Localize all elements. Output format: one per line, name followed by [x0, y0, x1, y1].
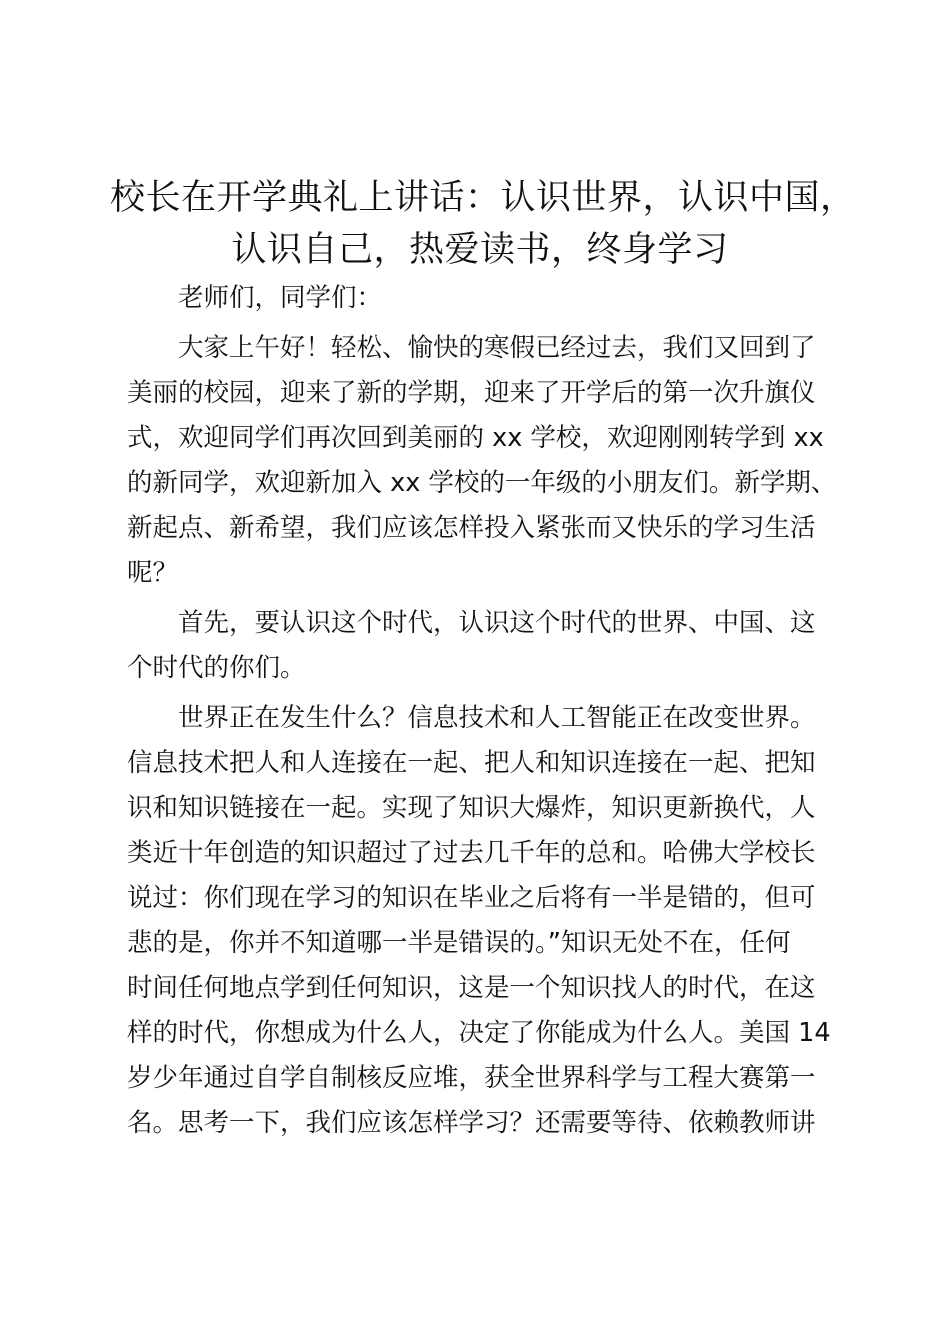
text-line: 悲的是，你并不知道哪一半是错误的。”知识无处不在，任何	[127, 928, 791, 958]
text-line: 识和知识链接在一起。实现了知识大爆炸，知识更新换代，人	[127, 793, 816, 823]
text-line: 信息技术把人和人连接在一起、把人和知识连接在一起、把知	[127, 748, 816, 778]
text-line: 时间任何地点学到任何知识，这是一个知识找人的时代，在这	[127, 973, 816, 1003]
greeting-paragraph	[127, 326, 835, 596]
text-line: 新起点、新希望，我们应该怎样投入紧张而又快乐的学习生活	[127, 513, 816, 543]
text-line: 类近十年创造的知识超过了过去几千年的总和。哈佛大学校长	[127, 838, 816, 868]
title-line: 校长在开学典礼上讲话：认识世界，认识中国，	[110, 178, 856, 218]
text-line: 首先，要认识这个时代，认识这个时代的世界、中国、这	[178, 608, 816, 638]
world-paragraph	[127, 696, 835, 1146]
text-line: 岁少年通过自学自制核反应堆，获全世界科学与工程大赛第一	[127, 1063, 816, 1093]
document-body	[127, 276, 835, 1151]
text-line: 式，欢迎同学们再次回到美丽的 xx 学校，欢迎刚刚转学到 xx	[127, 423, 824, 453]
text-line: 说过：你们现在学习的知识在毕业之后将有一半是错的，但可	[127, 883, 816, 913]
text-line: 世界正在发生什么？信息技术和人工智能正在改变世界。	[178, 703, 816, 733]
salutation-paragraph	[127, 276, 835, 321]
text-line: 个时代的你们。	[127, 653, 306, 683]
first-point-paragraph	[127, 601, 835, 691]
text-line: 美丽的校园，迎来了新的学期，迎来了开学后的第一次升旗仪	[127, 378, 816, 408]
text-line: 样的时代，你想成为什么人，决定了你能成为什么人。美国 14	[127, 1018, 831, 1048]
text-line: 呢？	[127, 558, 179, 588]
text-line: 大家上午好！轻松、愉快的寒假已经过去，我们又回到了	[178, 333, 816, 363]
text-line: 老师们，同学们：	[178, 283, 383, 313]
text-line: 的新同学，欢迎新加入 xx 学校的一年级的小朋友们。新学期、	[127, 468, 837, 498]
document-title	[110, 172, 856, 276]
text-line: 名。思考一下，我们应该怎样学习？还需要等待、依赖教师讲	[127, 1108, 816, 1138]
title-line: 认识自己，热爱读书，终身学习	[231, 230, 729, 270]
